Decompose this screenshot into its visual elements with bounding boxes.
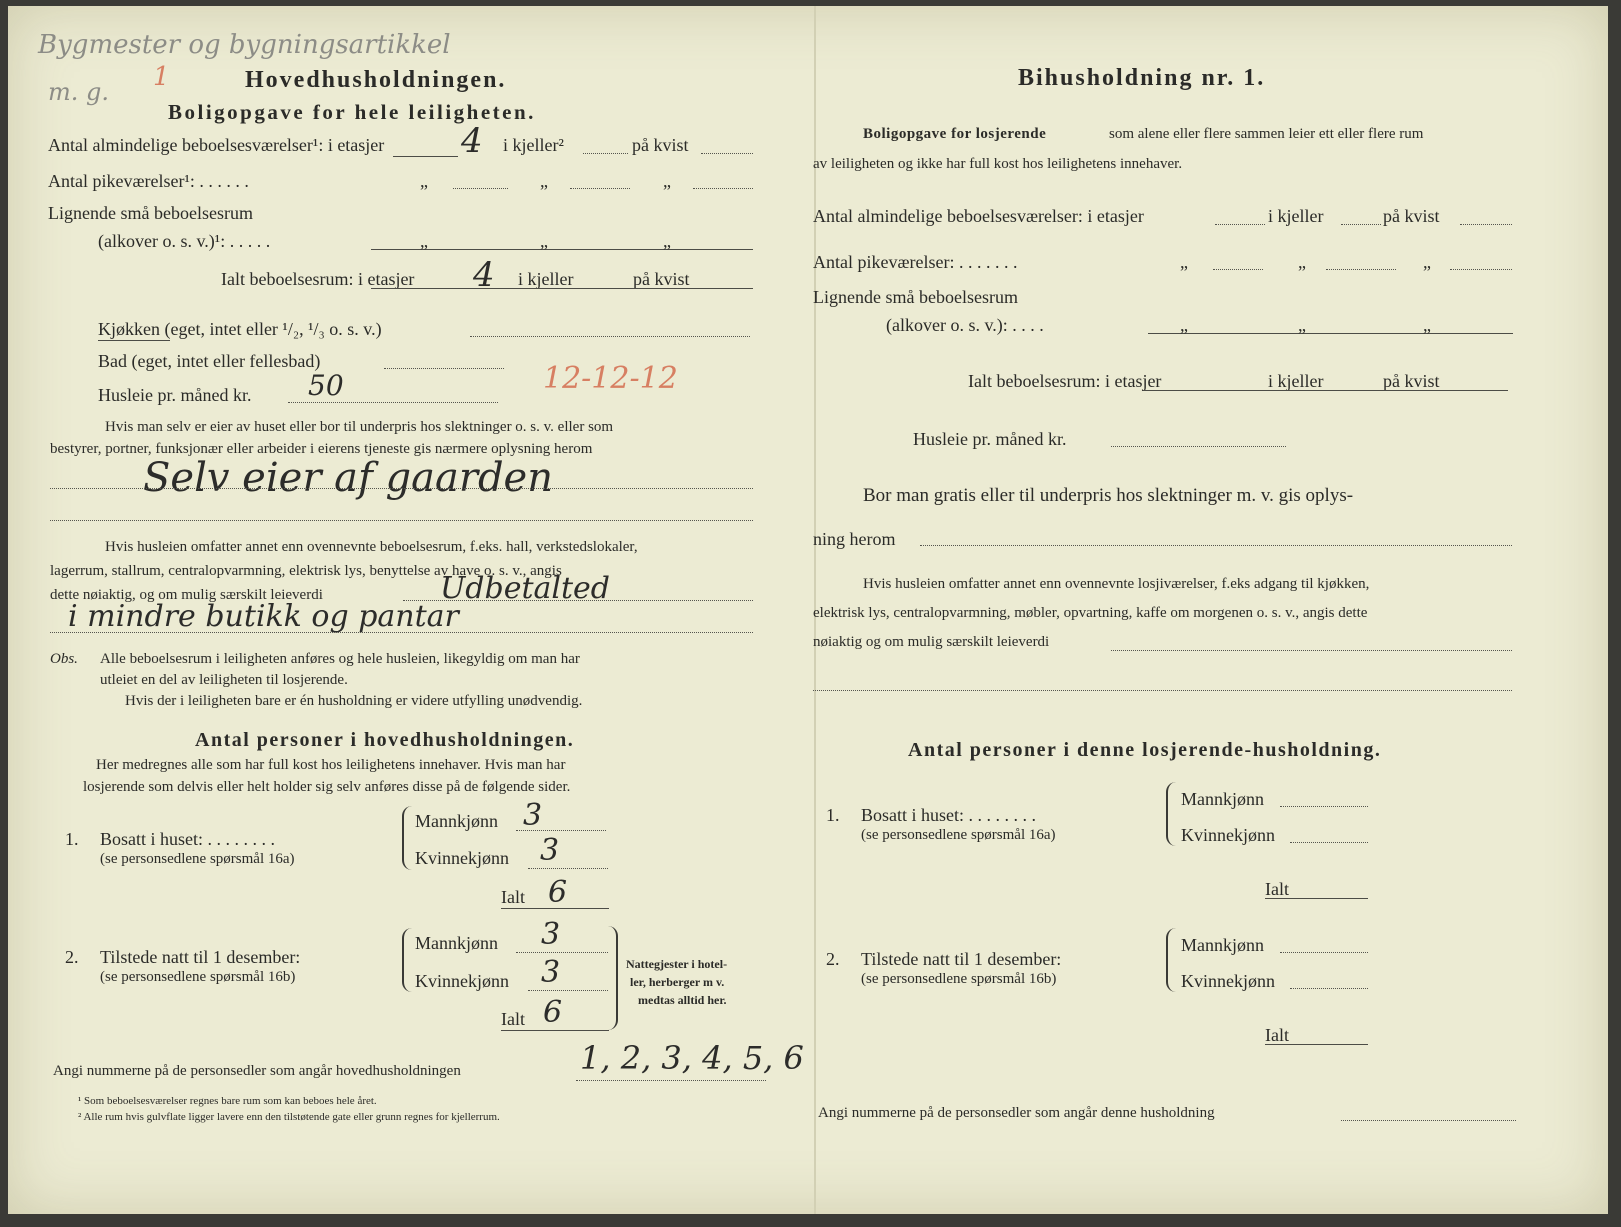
right-tilstede-label: Tilstede natt til 1 desember: <box>861 949 1062 969</box>
eier-text-2: bestyrer, portner, funksjonær eller arbeider i eierens tjeneste gis nærmere oplysning herom <box>50 441 593 457</box>
left-value-etasjer: 4 <box>461 121 483 161</box>
right-tilstede-num: 2. <box>826 949 840 969</box>
left-row-pike-label: Antal pikeværelser¹: . . . . . . <box>48 171 249 191</box>
ditto-2: „ <box>540 171 548 191</box>
right-line-bosatt-kvinne <box>1290 842 1368 843</box>
left-angi-value: 1, 2, 3, 4, 5, 6 <box>580 1039 804 1077</box>
right-line-tilstede-ialt <box>1265 1044 1368 1045</box>
right-row-lignende-1: Lignende små beboelsesrum <box>813 287 1018 307</box>
left-bosatt-label: Bosatt i huset: . . . . . . . . <box>100 829 275 849</box>
line-lignende <box>371 249 753 250</box>
right-line-kvist <box>1460 224 1512 225</box>
footnote-2: ² Alle rum hvis gulvflate ligger lavere enn den tilstøtende gate eller grunn regnes for kjellerrum. <box>78 1111 500 1123</box>
omfatter-answer-2: i mindre butikk og pantar <box>68 599 459 634</box>
left-tilstede-ref: (se personsedlene spørsmål 16b) <box>100 969 296 985</box>
line-bad <box>384 368 504 369</box>
left-bosatt-kvinne-value: 3 <box>540 833 560 868</box>
left-title: Hovedhusholdningen. <box>245 67 507 93</box>
right-row-lignende-2: (alkover o. s. v.): . . . . <box>886 315 1044 335</box>
left-bosatt-ialt-value: 6 <box>548 875 568 910</box>
husleie-value: 50 <box>308 369 344 402</box>
red-date-note: 12-12-12 <box>543 361 678 396</box>
margin-mark-red: 1 <box>153 62 170 92</box>
right-tilstede-ialt-label: Ialt <box>1265 1025 1289 1045</box>
left-bosatt-mann-label: Mannkjønn <box>415 811 498 831</box>
right-row-ialt-kvist: på kvist <box>1383 371 1440 391</box>
right-row-pike-label: Antal pikeværelser: . . . . . . . <box>813 252 1018 272</box>
left-bosatt-ref: (se personsedlene spørsmål 16a) <box>100 851 295 867</box>
right-ditto-4: „ <box>1180 315 1188 335</box>
left-bosatt-kvinne-label: Kvinnekjønn <box>415 848 509 868</box>
right-row-antal-label: Antal almindelige beboelsesværelser: i etasjer <box>813 206 1144 226</box>
obs-label: Obs. <box>50 651 78 667</box>
left-bosatt-ialt-label: Ialt <box>501 887 525 907</box>
right-bosatt-ref: (se personsedlene spørsmål 16a) <box>861 827 1056 843</box>
kjokken-label: Kjøkken (eget, intet eller ¹/₂, ¹/₃ o. s. v.) <box>98 319 382 339</box>
left-row-lignende-2: (alkover o. s. v.)¹: . . . . . <box>98 231 271 251</box>
bad-label: Bad (eget, intet eller fellesbad) <box>98 351 321 371</box>
nattegjester-3: medtas alltid her. <box>638 993 727 1007</box>
margin-note-mg: m. g. <box>48 78 110 106</box>
right-row-ialt-kjeller: i kjeller <box>1268 371 1324 391</box>
obs-text-2: utleiet en del av leiligheten til losjerende. <box>100 672 348 688</box>
left-tilstede-kvinne-value: 3 <box>541 955 561 990</box>
ditto-1: „ <box>420 171 428 191</box>
left-persons-title: Antal personer i hovedhusholdningen. <box>195 729 575 751</box>
right-bosatt-mann-label: Mannkjønn <box>1181 789 1264 809</box>
line-eier-1 <box>50 488 753 489</box>
eier-answer: Selv eier af gaarden <box>143 455 553 501</box>
ditto-3: „ <box>663 171 671 191</box>
nattegjester-1: Nattegjester i hotel- <box>626 957 728 971</box>
line-bosatt-kvinne <box>528 868 608 869</box>
right-angi-label: Angi nummerne på de personsedler som angår denne husholdning <box>818 1105 1215 1121</box>
left-angi-label: Angi nummerne på de personsedler som angår hovedhusholdningen <box>53 1063 461 1079</box>
right-tilstede-mann-label: Mannkjønn <box>1181 935 1264 955</box>
obs-text-1: Alle beboelsesrum i leiligheten anføres og hele husleien, likegyldig om man har <box>100 651 580 667</box>
right-line-pike-2 <box>1326 269 1396 270</box>
right-bosatt-ialt-label: Ialt <box>1265 879 1289 899</box>
left-tilstede-label: Tilstede natt til 1 desember: <box>100 947 301 967</box>
right-row-antal-kjeller: i kjeller <box>1268 206 1324 226</box>
line-omfatter-2 <box>50 632 753 633</box>
left-line-etasjer <box>393 156 458 157</box>
right-bosatt-label: Bosatt i huset: . . . . . . . . <box>861 805 1036 825</box>
ditto-6: „ <box>663 231 671 251</box>
right-line-husleie <box>1111 446 1286 447</box>
line-angi <box>576 1080 766 1081</box>
right-bosatt-kvinne-label: Kvinnekjønn <box>1181 825 1275 845</box>
kjokken-underline <box>98 340 170 341</box>
right-line-kjeller <box>1341 224 1381 225</box>
omfatter-text-3: dette nøiaktig, og om mulig særskilt leieverdi <box>50 587 323 603</box>
left-tilstede-brace <box>402 928 412 992</box>
line-eier-2 <box>50 520 753 521</box>
right-omfatter-1: Hvis husleien omfatter annet enn ovennevnte losjiværelser, f.eks adgang til kjøkken, <box>863 576 1370 592</box>
left-row-antal-kjeller: i kjeller² <box>503 135 564 155</box>
right-omfatter-3: nøiaktig og om mulig særskilt leieverdi <box>813 634 1050 650</box>
right-intro-bold: Boligopgave for losjerende <box>863 126 1047 142</box>
right-line-omfatter-1 <box>1111 650 1512 651</box>
line-tilstede-mann <box>516 952 608 953</box>
line-pike-3 <box>693 188 753 189</box>
right-intro-1: som alene eller flere sammen leier ett eller flere rum <box>1109 126 1424 142</box>
right-line-pike-3 <box>1450 269 1512 270</box>
line-tilstede-kvinne <box>528 990 608 991</box>
right-ditto-2: „ <box>1298 252 1306 272</box>
right-line-bosatt-mann <box>1280 806 1368 807</box>
right-ditto-1: „ <box>1180 252 1188 272</box>
left-line-kvist <box>701 153 753 154</box>
right-tilstede-ref: (se personsedlene spørsmål 16b) <box>861 971 1057 987</box>
left-tilstede-mann-value: 3 <box>541 917 561 952</box>
right-line-gratis <box>920 545 1512 546</box>
line-pike-2 <box>570 188 630 189</box>
left-tilstede-num: 2. <box>65 947 79 967</box>
left-tilstede-ialt-label: Ialt <box>501 1009 525 1029</box>
left-tilstede-ialt-value: 6 <box>543 995 563 1030</box>
right-tilstede-brace <box>1166 928 1176 992</box>
footnote-1: ¹ Som beboelsesværelser regnes bare rum som kan beboes hele året. <box>78 1095 377 1107</box>
eier-text-1: Hvis man selv er eier av huset eller bor til underpris hos slektninger o. s. v. eller som <box>105 419 614 435</box>
line-bosatt-mann <box>516 830 606 831</box>
right-row-ialt-label: Ialt beboelsesrum: i etasjer <box>968 371 1162 391</box>
left-row-ialt-label: Ialt beboelsesrum: i etasjer <box>221 269 415 289</box>
right-line-ialt <box>1143 390 1508 391</box>
right-tilstede-kvinne-label: Kvinnekjønn <box>1181 971 1275 991</box>
ditto-4: „ <box>420 231 428 251</box>
left-subtitle: Boligopgave for hele leiligheten. <box>168 100 536 124</box>
right-line-angi <box>1341 1120 1516 1121</box>
omfatter-text-2: lagerrum, stallrum, centralopvarmning, elektrisk lys, benyttelse av have o. s. v., angis <box>50 563 562 579</box>
nattegjester-2: ler, herberger m v. <box>630 975 725 989</box>
census-form-sheet <box>8 6 1608 1214</box>
left-tilstede-mann-label: Mannkjønn <box>415 933 498 953</box>
left-value-ialt-etasjer: 4 <box>473 255 495 295</box>
obs-text-3: Hvis der i leiligheten bare er én husholdning er videre utfylling unødvendig. <box>125 693 583 709</box>
right-line-pike-1 <box>1213 269 1263 270</box>
right-line-tilstede-kvinne <box>1290 988 1368 989</box>
right-line-omfatter-2 <box>813 690 1512 691</box>
right-bosatt-num: 1. <box>826 805 840 825</box>
left-persons-text-1: Her medregnes alle som har full kost hos leilighetens innehaver. Hvis man har <box>96 757 566 773</box>
left-line-kjeller <box>583 153 628 154</box>
line-pike-1 <box>453 188 508 189</box>
right-omfatter-2: elektrisk lys, centralopvarmning, møbler, opvartning, kaffe om morgenen o. s. v., angis dette <box>813 605 1368 621</box>
nattegjester-brace <box>608 926 618 1030</box>
right-ditto-3: „ <box>1423 252 1431 272</box>
margin-note-occupation: Bygmester og bygningsartikkel <box>38 30 451 60</box>
right-line-tilstede-mann <box>1280 952 1368 953</box>
right-husleie-label: Husleie pr. måned kr. <box>913 429 1067 449</box>
line-tilstede-ialt <box>501 1030 609 1031</box>
husleie-label: Husleie pr. måned kr. <box>98 385 252 405</box>
omfatter-text-1: Hvis husleien omfatter annet enn ovennevnte beboelsesrum, f.eks. hall, verkstedslokaler, <box>105 539 638 555</box>
line-ialt <box>371 288 753 289</box>
left-bosatt-brace <box>402 806 412 870</box>
right-title: Bihusholdning nr. 1. <box>1018 65 1266 91</box>
left-bosatt-num: 1. <box>65 829 79 849</box>
line-husleie <box>288 402 498 403</box>
left-row-antal-kvist: på kvist <box>632 135 689 155</box>
right-line-lignende <box>1148 333 1513 334</box>
right-ditto-6: „ <box>1423 315 1431 335</box>
left-row-ialt-kvist: på kvist <box>633 269 690 289</box>
right-row-antal-kvist: på kvist <box>1383 206 1440 226</box>
left-row-ialt-kjeller: i kjeller <box>518 269 574 289</box>
left-persons-text-2: losjerende som delvis eller helt holder sig selv anføres disse på de følgende sider. <box>83 779 571 795</box>
left-row-antal-label: Antal almindelige beboelsesværelser¹: i etasjer <box>48 135 385 155</box>
right-persons-title: Antal personer i denne losjerende-husholdning. <box>908 739 1382 761</box>
line-bosatt-ialt <box>501 908 609 909</box>
right-ditto-5: „ <box>1298 315 1306 335</box>
right-line-bosatt-ialt <box>1265 898 1368 899</box>
right-line-etasjer <box>1215 224 1265 225</box>
right-gratis-1: Bor man gratis eller til underpris hos slektninger m. v. gis oplys- <box>863 485 1354 506</box>
ditto-5: „ <box>540 231 548 251</box>
right-intro-2: av leiligheten og ikke har full kost hos leilighetens innehaver. <box>813 156 1183 172</box>
right-bosatt-brace <box>1166 782 1176 846</box>
right-gratis-2: ning herom <box>813 529 896 549</box>
left-tilstede-kvinne-label: Kvinnekjønn <box>415 971 509 991</box>
left-bosatt-mann-value: 3 <box>523 798 543 833</box>
line-kjokken <box>470 336 750 337</box>
left-row-lignende-1: Lignende små beboelsesrum <box>48 203 253 223</box>
omfatter-answer-1: Udbetalted <box>440 571 610 606</box>
